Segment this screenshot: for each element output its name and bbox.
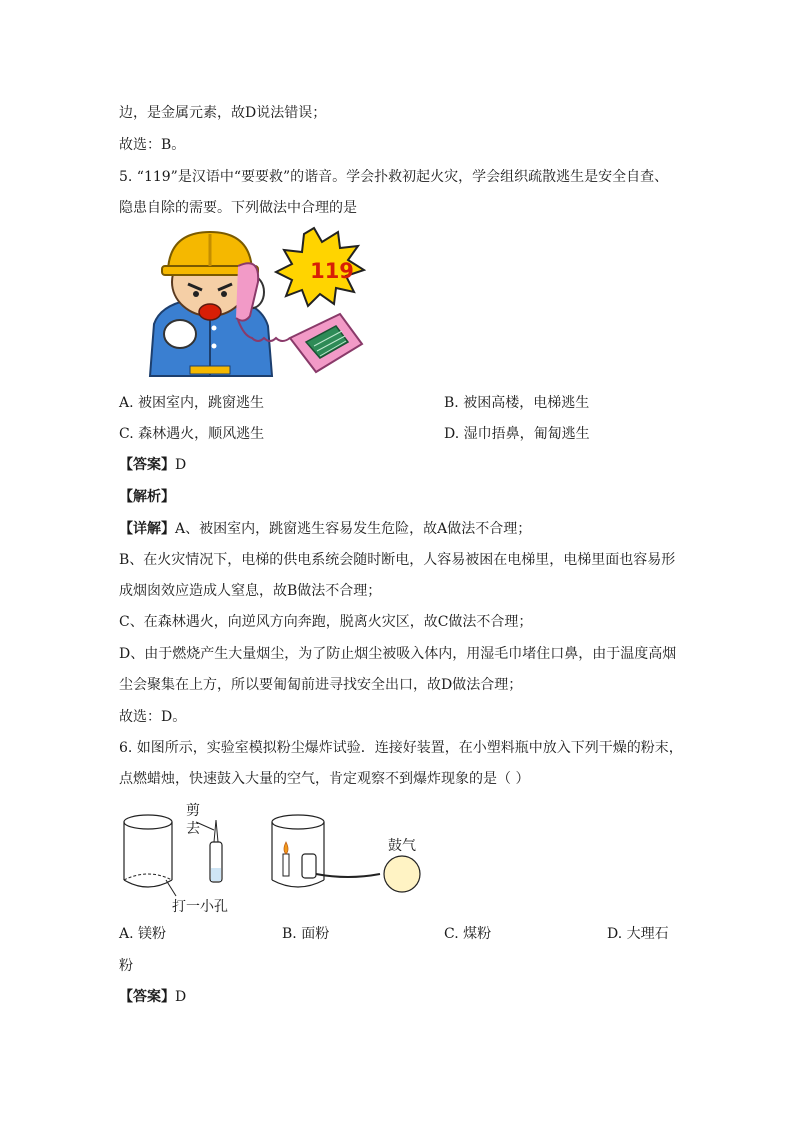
label-hole: 打一小孔 (172, 899, 228, 915)
question-6-option-a[interactable]: A. 镁粉 (119, 926, 167, 942)
question-6-answer (119, 987, 186, 1007)
text-line: 边，是金属元素，故D说法错误； (119, 105, 327, 121)
detail-d-line-2: 尘会聚集在上方，所以要匍匐前进寻找安全出口，故D做法合理； (119, 677, 523, 693)
question-6-line-2: 点燃蜡烛，快速鼓入大量的空气，肯定观察不到爆炸现象的是（ ） (119, 771, 530, 787)
detail-a-text: A、被困室内，跳窗逃生容易发生危险，故A做法不合理； (175, 521, 532, 537)
text-line: 故选：B。 (119, 137, 186, 153)
question-6-option-d[interactable]: D. 大理石 (607, 926, 669, 942)
question-6-option-b[interactable]: B. 面粉 (282, 926, 330, 942)
question-6-option-d-wrap: 粉 (119, 958, 133, 974)
detail-b-line-2: 成烟囱效应造成人窒息，故B做法不合理； (119, 583, 382, 599)
question-5-option-c[interactable]: C. 森林遇火，顺风逃生 (119, 426, 265, 442)
detail-tag: 【详解】 (119, 521, 175, 537)
detail-c: C、在森林遇火，向逆风方向奔跑，脱离火灾区，故C做法不合理； (119, 614, 533, 630)
answer-tag: 【答案】 (119, 457, 175, 473)
question-5-answer (119, 455, 186, 475)
question-5-line-1: 5. “119”是汉语中“要要救”的谐音。学会扑救初起火灾，学会组织疏散逃生是安全自查、 (119, 169, 669, 185)
answer-tag: 【答案】 (119, 989, 175, 1005)
label-cut-1: 剪 (186, 803, 200, 819)
label-cut-2: 去 (186, 821, 200, 837)
analysis-tag: 【解析】 (119, 489, 175, 505)
question-5-option-a[interactable]: A. 被困室内，跳窗逃生 (119, 395, 265, 411)
badge-119-label: 119 (310, 259, 354, 283)
answer-value: D (175, 989, 187, 1005)
question-5-line-2: 隐患自除的需要。下列做法中合理的是 (119, 200, 357, 216)
label-blow: 鼓气 (388, 838, 416, 854)
question-6-line-1: 6. 如图所示，实验室模拟粉尘爆炸试验．连接好装置，在小塑料瓶中放入下列干燥的粉末， (119, 740, 683, 756)
answer-value: D (175, 457, 187, 473)
conclusion: 故选：D。 (119, 709, 187, 725)
question-5-option-d[interactable]: D. 湿巾捂鼻，匍匐逃生 (444, 426, 590, 442)
detail-a (119, 519, 531, 539)
detail-b-line-1: B、在火灾情况下，电梯的供电系统会随时断电，人容易被困在电梯里，电梯里面也容易形 (119, 552, 676, 568)
dust-explosion-apparatus-diagram (118, 800, 428, 916)
question-5-option-b[interactable]: B. 被困高楼，电梯逃生 (444, 395, 590, 411)
firefighter-119-illustration (140, 226, 366, 380)
detail-d-line-1: D、由于燃烧产生大量烟尘，为了防止烟尘被吸入体内，用湿毛巾堵住口鼻，由于温度高烟 (119, 646, 677, 662)
question-6-option-c[interactable]: C. 煤粉 (444, 926, 492, 942)
